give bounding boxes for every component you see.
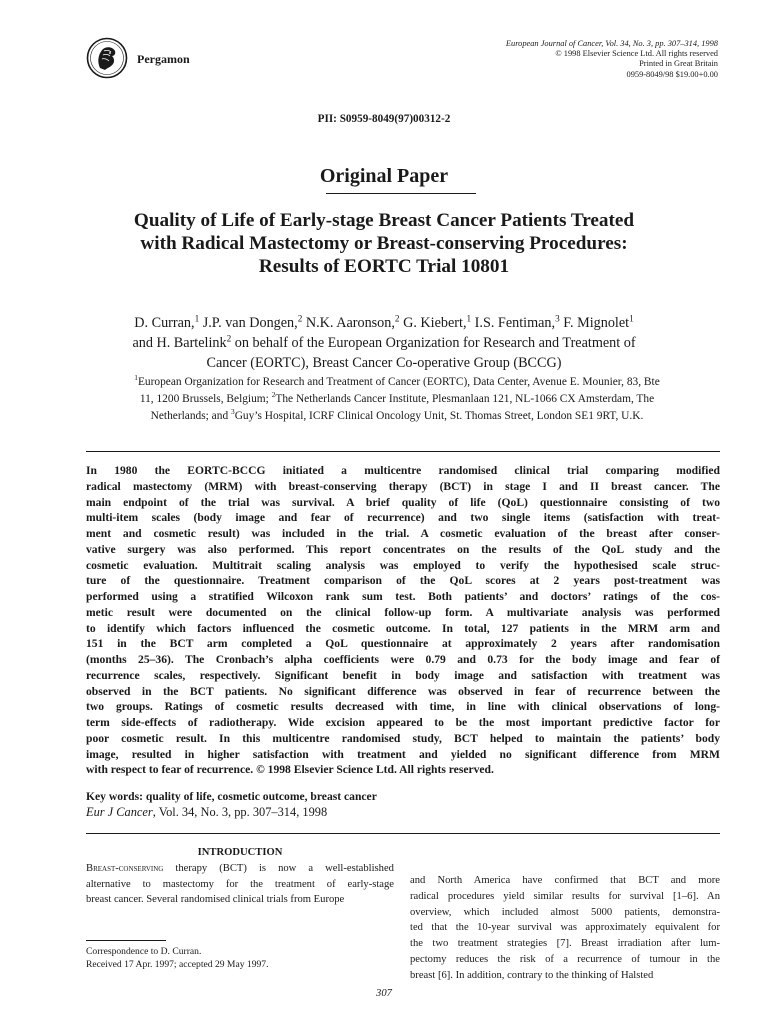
- author-affil-sup: 2: [226, 333, 232, 344]
- author-affil-sup: 2: [394, 313, 400, 324]
- footnote: [86, 946, 269, 971]
- author-name: D. Curran,: [134, 315, 195, 331]
- journal-line: European Journal of Cancer, Vol. 34, No. 3, pp. 307–314, 1998: [505, 39, 718, 48]
- affiliation-line: [74, 374, 720, 391]
- affiliation-text: The Netherlands Cancer Institute, Plesmanlaan 121, NL-1066 CX Amsterdam, The: [275, 393, 655, 405]
- author-affil-sup: 3: [555, 313, 560, 324]
- dropcap-word: Breast-conserving: [86, 862, 164, 874]
- author-name: N.K. Aaronson,: [305, 315, 395, 331]
- abstract-bottom-rule: [86, 833, 720, 834]
- section-heading: INTRODUCTION: [197, 847, 283, 858]
- publisher-name: Pergamon: [137, 52, 190, 66]
- body-line: ted that the 10-year survival was approximately equivalent for: [410, 922, 720, 934]
- authors-line: [40, 313, 728, 333]
- author-list: [40, 313, 728, 373]
- body-line: breast [6]. In addition, contrary to the thinking of Halsted: [410, 969, 654, 981]
- abstract-top-rule: [86, 451, 720, 452]
- abstract: [86, 463, 720, 778]
- affil-sup: 2: [271, 390, 276, 400]
- author-name: G. Kiebert,: [403, 315, 467, 331]
- title-line: Quality of Life of Early-stage Breast Cancer Patients Treated: [133, 210, 635, 231]
- abstract-line: 151 in the BCT arm completed a QoL questionnaire at approximately 2 years after randomisation: [86, 637, 720, 651]
- affiliation-text: European Organization for Research and Treatment of Cancer (EORTC), Data Center, Avenue E. Mounier, 83, Bte: [137, 376, 660, 388]
- paper-title: [40, 209, 728, 278]
- abstract-line: image, resulted in higher satisfaction with treatment and yielded no significant difference from MRM: [86, 747, 720, 761]
- abstract-line: multi-item scales (body image and fear of recurrence) and two single items (satisfaction with treat-: [86, 511, 720, 525]
- authors-line: Cancer (EORTC), Breast Cancer Co-operative Group (BCCG): [206, 355, 562, 371]
- affil-sup: 3: [231, 407, 235, 417]
- body-line: radical procedures yield similar results for survival [1–6]. An: [410, 890, 720, 902]
- body-line: and North America have confirmed that BCT and more: [410, 875, 720, 886]
- author-name: F. Mignolet: [563, 315, 630, 331]
- abstract-line: ture of the questionnaire. Treatment comparison of the QoL scores at 2 years post-treatment was: [86, 574, 720, 588]
- abstract-line: main endpoint of the trial was survival. A brief quality of life (QoL) questionnaire consisting of two: [86, 495, 720, 509]
- abstract-line: term side-effects of radiotherapy. Wide excision appeared to be the most important predictive factor for: [86, 716, 720, 729]
- abstract-line: to identify which factors influenced the cosmetic outcome. In total, 127 patients in the MRM arm and: [86, 621, 720, 635]
- author-name: I.S. Fentiman,: [474, 315, 556, 331]
- abstract-line: performed using a stratified Wilcoxon rank sum test. Both patients’ and doctors’ ratings of the cos-: [86, 590, 720, 603]
- author-affil-sup: 1: [629, 313, 634, 324]
- authors-line: [40, 333, 728, 353]
- abstract-line: metic result were documented on the clinical follow-up form. A multivariate analysis was performed: [86, 605, 720, 619]
- abstract-line: poor cosmetic result. In this multicentre randomised study, BCT helped to maintain the patients’ body: [86, 731, 720, 745]
- journal-line: © 1998 Elsevier Science Ltd. All rights reserved: [555, 49, 718, 59]
- affiliation-text: 11, 1200 Brussels, Belgium;: [139, 393, 269, 405]
- received-note: Received 17 Apr. 1997; accepted 29 May 1997.: [86, 958, 269, 970]
- correspondence-note: Correspondence to D. Curran.: [86, 946, 202, 957]
- author-name: J.P. van Dongen,: [202, 315, 298, 331]
- pergamon-logo-icon: [86, 37, 128, 79]
- citation-details: , Vol. 34, No. 3, pp. 307–314, 1998: [152, 805, 328, 819]
- affiliation-line: [74, 391, 720, 408]
- affiliation-text: Guy’s Hospital, ICRF Clinical Oncology Unit, St. Thomas Street, London SE1 9RT, U.K.: [234, 410, 644, 422]
- journal-info: [388, 39, 718, 80]
- title-line: with Radical Mastectomy or Breast-conserving Procedures:: [140, 233, 628, 254]
- citation-journal: Eur J Cancer: [86, 805, 153, 819]
- section-underline: [326, 193, 476, 194]
- affil-sup: 1: [134, 373, 138, 383]
- abstract-line: cosmetic evaluation. Multitrait scaling analysis was employed to verify the hypothesised scale struc-: [86, 558, 720, 572]
- intro-right-column: [410, 873, 720, 984]
- author-affil-sup: 1: [194, 313, 200, 324]
- abstract-line: recurrence scales, respectively. Significant benefit in body image and satisfaction with treatment was: [86, 668, 720, 682]
- abstract-line: ment and cosmetic result) was included in the trial. A cosmetic evaluation of the breast after conser-: [86, 527, 720, 540]
- abstract-line: In 1980 the EORTC-BCCG initiated a multicentre randomised clinical trial comparing modified: [86, 464, 720, 477]
- body-line: the two treatment strategies [7]. Breast irradiation after lum-: [410, 938, 720, 950]
- keywords: Key words: quality of life, cosmetic outcome, breast cancer: [86, 790, 377, 803]
- body-line: pectomy reduces the risk of a recurrence of tumour in the: [410, 953, 720, 965]
- section-type: Original Paper: [319, 165, 449, 187]
- intro-left-column: [86, 845, 394, 908]
- body-text: therapy (BCT) is now a well-established: [175, 862, 394, 874]
- page-number: 307: [376, 988, 392, 999]
- abstract-line: vative surgery was also performed. This report concentrates on the results of the QoL study and the: [86, 542, 720, 556]
- body-line: breast cancer. Several randomised clinical trials from Europe: [86, 894, 345, 906]
- footnote-rule: [86, 940, 166, 941]
- affiliations: [74, 374, 720, 425]
- affiliation-text: Netherlands; and: [150, 410, 229, 422]
- citation: [86, 805, 327, 820]
- author-affil-sup: 2: [297, 313, 303, 324]
- abstract-line: two groups. Ratings of cosmetic results decreased with time, in line with clinical observations of long-: [86, 700, 720, 714]
- journal-line: 0959-8049/98 $19.00+0.00: [626, 69, 718, 79]
- body-line: overview, which included almost 5000 patients, demonstra-: [410, 906, 720, 918]
- body-line: alternative to mastectomy for the treatment of early-stage: [86, 878, 394, 890]
- abstract-line: observed in the BCT patients. No significant difference was observed in fear of recurrence between the: [86, 684, 720, 698]
- abstract-line: radical mastectomy (MRM) with breast-conserving therapy (BCT) in stage I and II breast cancer. The: [86, 479, 720, 493]
- pii-identifier: PII: S0959-8049(97)00312-2: [317, 113, 451, 125]
- body-line: [86, 861, 394, 877]
- abstract-line: with respect to fear of recurrence. © 1998 Elsevier Science Ltd. All rights reserved.: [86, 763, 494, 777]
- authors-group-text: on behalf of the European Organization for Research and Treatment of: [234, 335, 636, 351]
- affiliation-line: [74, 408, 720, 425]
- journal-line: Printed in Great Britain: [639, 59, 718, 69]
- title-line: Results of EORTC Trial 10801: [258, 256, 510, 277]
- author-name: and H. Bartelink: [132, 335, 227, 351]
- abstract-line: (months 25–36). The Cronbach’s alpha coefficients were 0.79 and 0.73 for the body image and fear of: [86, 653, 720, 666]
- author-affil-sup: 1: [466, 313, 472, 324]
